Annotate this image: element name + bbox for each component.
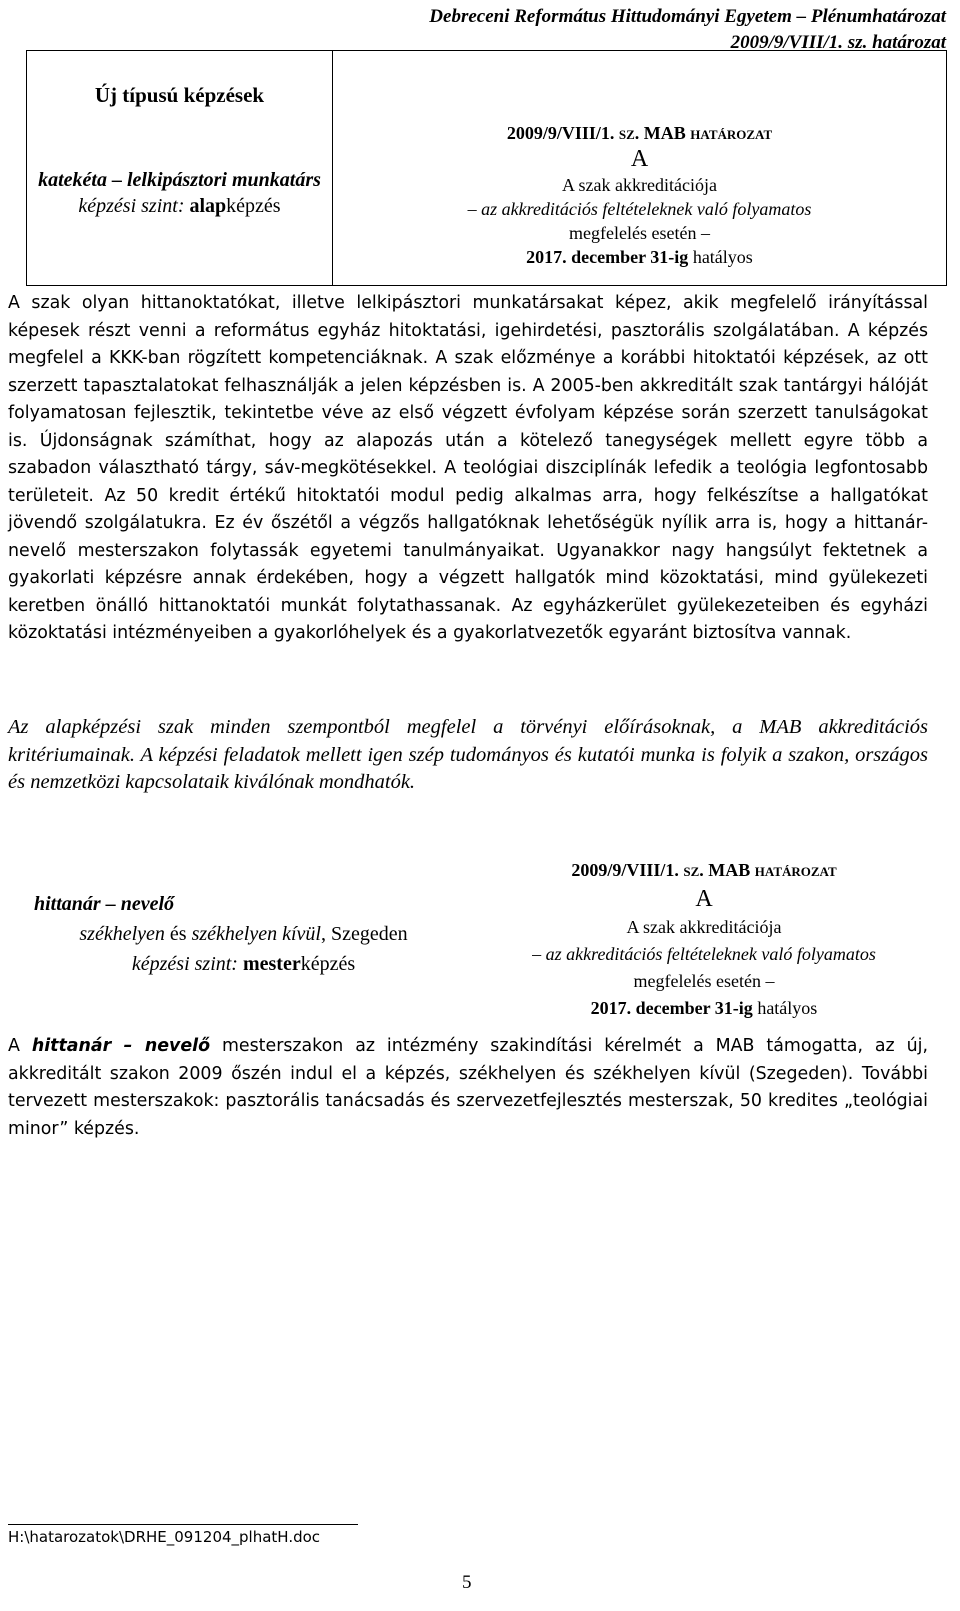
- decision-line5: megfelelés esetén –: [569, 223, 710, 243]
- decision-validity: 2017. december 31-ig hatályos: [526, 247, 753, 267]
- decision-number-2: 2009/9/VIII/1. sz. MAB határozat: [571, 860, 837, 880]
- page-header: [429, 4, 946, 56]
- program-name-2: hittanár – nevelő: [34, 893, 175, 915]
- decision-line3: A szak akkreditációja: [562, 175, 717, 195]
- masters-name: hittanár – nevelő: [31, 1036, 211, 1056]
- decision-grade: A: [630, 146, 649, 172]
- decision-cell-2: [461, 849, 947, 1027]
- decision-grade-2: A: [695, 886, 713, 912]
- paragraph-masters: A hittanár – nevelő mesterszakon az intézmény szakindítási kérelmét a MAB támogatta, az új, akkreditált szakon 2009 őszén indul el a képzés, székhelyen és székhelyen kívül (Szegeden). További tervezett mesterszakok: pasztorális tanácsadás és szervezetfejlesztés mesterszak, 50 kredites „teológiai minor” képzés.: [8, 1036, 928, 1139]
- section-title: Új típusú képzések: [94, 83, 265, 107]
- decision-validity-2: 2017. december 31-ig hatályos: [590, 998, 818, 1018]
- program-info-1: [27, 167, 332, 219]
- decision-line3-2: A szak akkreditációja: [626, 917, 782, 937]
- decision-number: 2009/9/VIII/1. sz. MAB határozat: [506, 123, 773, 143]
- program-cell-2: [26, 849, 461, 1027]
- program-level-2: képzési szint: mesterképzés: [131, 953, 356, 975]
- footer-file-path: H:\hatarozatok\DRHE_091204_plhatH.doc: [8, 1528, 321, 1546]
- page-number: 5: [462, 1572, 472, 1593]
- program-cell-1: [27, 51, 333, 285]
- decision-line4: – az akkreditációs feltételeknek való folyamatos: [467, 199, 812, 219]
- header-institution: Debreceni Református Hittudományi Egyetem – Plénumhatározat: [429, 6, 946, 27]
- paragraph-description: A szak olyan hittanoktatókat, illetve lelkipásztori munkatársakat képez, akik megfelelő irányítással képesek részt venni a református egyház hitoktatási, igehirdetési, pasztorális szolgálatában. A képzés megfelel a KKK-ban rögzített kompetenciáknak. A szak előzménye a korábbi hitoktatói képzések, az ott szerzett tapasztalatokat felhasználják a jelen képzésben is. A 2005-ben akkreditált szak tantárgyi hálóját folyamatosan fejlesztik, tekintetbe véve az első végzett évfolyam képzése során szerzett tanulságokat is. Újdonságnak számíthat, hogy az alapozás után a kötelező tanegységek mellett egyre több a szabadon választható tárgy, sáv-megkötésekkel. A teológiai diszciplínák lefedik a teológia legfontosabb területeit. Az 50 kredit értékű hitoktatói modul pedig alkalmas arra, hogy felkészítse a hallgatókat jövendő szolgálatukra. Ez év őszétől a végzős hallgatóknak lehetőségük nyílik arra is, hogy a hittanár-nevelő mesterszakon folytassák egyetemi tanulmányaikat. Ugyanakkor nagy hangsúlyt fektetnek a gyakorlati képzésre annak érdekében, hogy a végzett hallgatók mind közoktatási, mind gyülekezeti keretben önálló hittanoktatói munkát folytathassanak. Az egyházkerület gyülekezeteiben és egyházi közoktatási intézményeiben a gyakorlóhelyek és a gyakorlatvezetők egyaránt biztosítva vannak.: [8, 293, 928, 643]
- decision-block-2: [461, 857, 947, 1022]
- program-name: katekéta – lelkipásztori munkatárs: [38, 169, 321, 191]
- decision-cell-1: [333, 51, 946, 285]
- program-info-2: [26, 889, 461, 979]
- footer-divider: [8, 1524, 358, 1525]
- decision-line4-2: – az akkreditációs feltételeknek való folyamatos: [532, 944, 876, 964]
- decision-line5-2: megfelelés esetén –: [633, 971, 775, 991]
- program-table-1: [26, 50, 947, 286]
- paragraph-assessment: Az alapképzési szak minden szempontból megfelel a törvényi előírásoknak, a MAB akkreditációs kritériumainak. A képzési feladatok mellett igen szép tudományos és kutatói munka is folyik a szakon, országos és nemzetközi kapcsolataik kiválónak mondhatók.: [8, 716, 928, 793]
- header-decision-ref: 2009/9/VIII/1. sz. határozat: [730, 32, 946, 53]
- program-sites: székhelyen és székhelyen kívül, Szegeden: [79, 923, 408, 945]
- program-level: képzési szint: alapképzés: [78, 195, 281, 217]
- decision-block-1: [333, 121, 946, 269]
- program-table-2: [26, 849, 947, 1027]
